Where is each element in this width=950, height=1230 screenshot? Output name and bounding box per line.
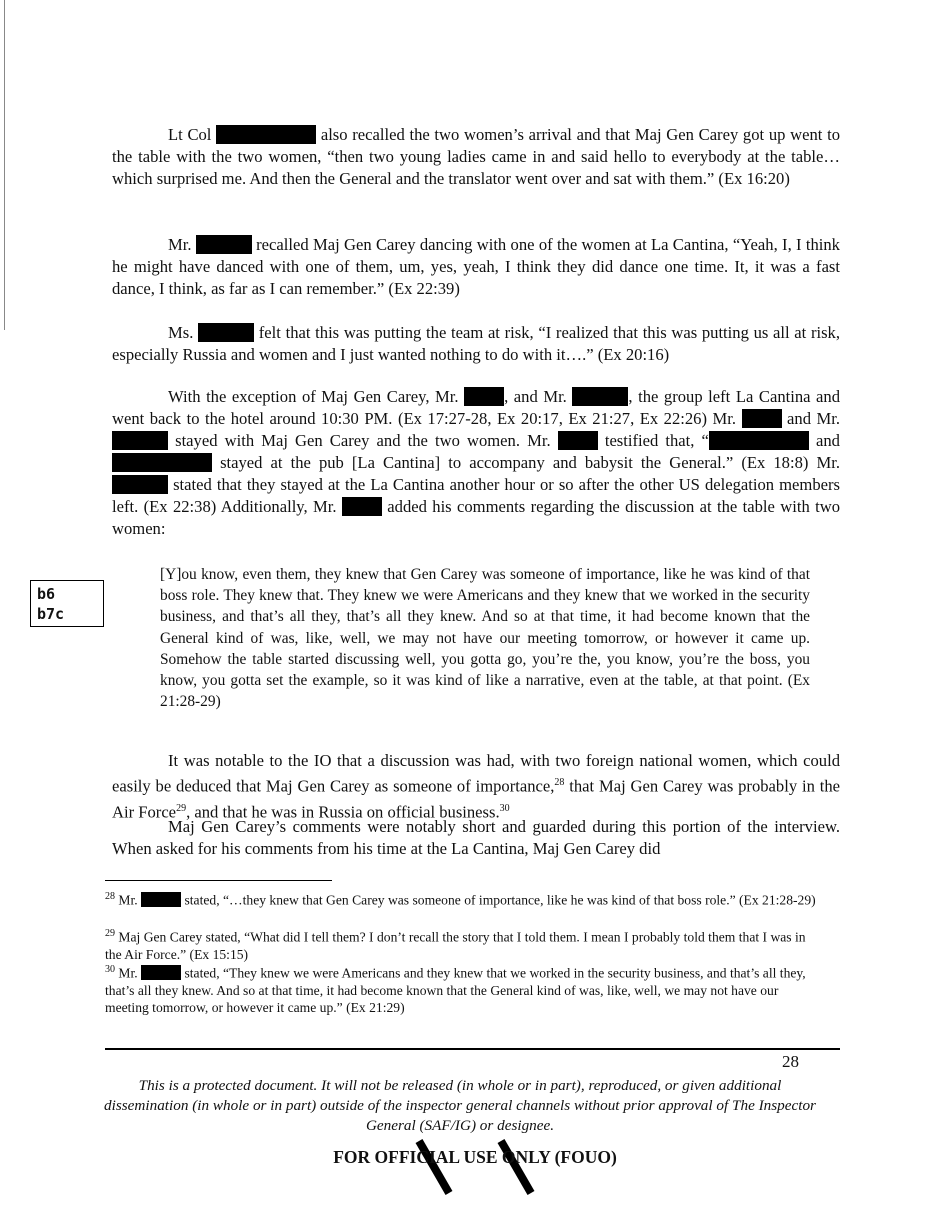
text: stated, “…they knew that Gen Carey was someone of importance, like he was kind of that boss role.” (Ex 21:28-29) — [184, 892, 816, 908]
paragraph-dancing — [112, 234, 840, 300]
redaction — [342, 497, 382, 516]
scan-margin-line — [0, 0, 5, 330]
text: stayed at the pub [La Cantina] to accompany and babysit the General.” (Ex 18:8) Mr. — [220, 453, 840, 472]
redaction — [141, 892, 181, 907]
text: stated that they stayed at the La Cantina another hour or so after the other US delegation members left. (Ex 22:38) Additionally, Mr. — [112, 475, 840, 516]
fouo-marking — [0, 1147, 950, 1168]
paragraph-group-left — [112, 386, 840, 540]
text: stayed with Maj Gen Carey and the two women. Mr. — [175, 431, 551, 450]
text: also recalled the two women’s arrival and that Maj Gen Carey got up went to the table with the two women, “then two young ladies came in and said hello to everybody at the table… which surprised me. And then the General and the translator went over and sat with them.” (Ex 16:20) — [112, 125, 840, 188]
redaction — [112, 431, 168, 450]
redaction — [742, 409, 782, 428]
text: Maj Gen Carey’s comments were notably short and guarded during this portion of the interview. When asked for his comments from his time at the La Cantina, Maj Gen Carey did — [112, 817, 840, 858]
redaction — [709, 431, 809, 450]
redaction — [196, 235, 252, 254]
text: testified that, “ — [604, 431, 709, 450]
redaction — [198, 323, 254, 342]
paragraph-lt-col — [112, 124, 840, 190]
redaction — [112, 475, 168, 494]
text: Ms. — [168, 323, 194, 342]
text: Mr. — [118, 892, 138, 908]
text: and Mr. — [787, 409, 841, 428]
paragraph-risk — [112, 322, 840, 366]
text: , and Mr. — [504, 387, 567, 406]
text: that Maj Gen Carey was probably in the Air Force — [112, 776, 840, 822]
protection-notice: This is a protected document. It will not be released (in whole or in part), reproduced, or given additional dissemination (in whole or in part) outside of the inspector general channels without prior approval of The Inspector General (SAF/IG) or designee. — [104, 1077, 816, 1134]
fouo-text: FOR OFFICIAL USE ONLY (FOUO) — [333, 1147, 617, 1167]
redaction — [572, 387, 628, 406]
footer-rule — [105, 1048, 840, 1050]
exemption-b6: b6 — [37, 585, 56, 603]
footnote-ref[interactable]: 30 — [499, 802, 510, 814]
text: Mr. — [168, 235, 192, 254]
text: Lt Col — [168, 125, 212, 144]
text: recalled Maj Gen Carey dancing with one of the women at La Cantina, “Yeah, I, I think he might have danced with one of them, um, yes, yeah, I think they did dance one time. It, it was a fast dance, I think, as far as I can remember.” (Ex 22:39) — [112, 235, 840, 298]
text: It was notable to the IO that a discussion was had, with two foreign national women, which could easily be deduced that Maj Gen Carey as someone of importance, — [112, 751, 840, 796]
footnote-ref[interactable]: 28 — [554, 777, 565, 788]
page-number: 28 — [782, 1052, 799, 1071]
redaction — [112, 453, 212, 472]
text: felt that this was putting the team at risk, “I realized that this was putting us all at risk, especially Russia and women and I just wanted nothing to do with it….” (Ex 20:16) — [112, 323, 840, 364]
text: Maj Gen Carey stated, “What did I tell them? I don’t recall the story that I told them. I mean I probably told them that I was in the Air Force.” (Ex 15:15) — [105, 929, 806, 962]
footnote-29 — [105, 925, 825, 963]
footnote-number: 29 — [105, 928, 115, 939]
footnote-28 — [105, 888, 825, 909]
foia-exemption-box — [30, 580, 104, 627]
paragraph-notable — [112, 750, 840, 823]
text: With the exception of Maj Gen Carey, Mr. — [168, 387, 459, 406]
footnote-number: 30 — [105, 964, 115, 975]
footnote-number: 28 — [105, 891, 115, 902]
text: stated, “They knew we were Americans and they knew that we worked in the security business, and that’s all they, that’s all they knew. And so at that time, it had become known that the General kind of was, like, well, we may not have our meeting tomorrow, or however it came up.” (Ex 21:29) — [105, 965, 806, 1015]
footnote-30 — [105, 961, 825, 1016]
block-quote: [Y]ou know, even them, they knew that Gen Carey was someone of importance, like he was kind of that boss role. They knew that. They knew we were Americans and they knew that we worked in the security business, and that’s all they, that’s all they knew. And so at that time, it had become known that the General kind of was, like, well, we may not have our meeting tomorrow, or however it came up. Somehow the table started discussing well, you gotta go, you’re the, you know, you’re the boss, you know, you gotta set the example, so it was kind of like a narrative, even at the table, at that point. (Ex 21:28-29) — [160, 566, 810, 711]
text: added his comments regarding the discussion at the table with two women: — [112, 497, 840, 538]
text: Mr. — [118, 965, 138, 981]
text: , and that he was in Russia on official business. — [186, 802, 500, 822]
footnote-separator — [105, 880, 332, 881]
exemption-b7c: b7c — [37, 605, 65, 623]
redaction — [141, 965, 181, 980]
redaction — [558, 431, 598, 450]
paragraph-comments — [112, 816, 840, 860]
text: , the group left La Cantina and went back to the hotel around 10:30 PM. (Ex 17:27-28, Ex 20:17, Ex 21:27, Ex 22:26) Mr. — [112, 387, 841, 428]
redaction — [464, 387, 504, 406]
footnote-ref[interactable]: 29 — [176, 802, 187, 814]
redaction — [216, 125, 316, 144]
text: and — [816, 431, 840, 450]
